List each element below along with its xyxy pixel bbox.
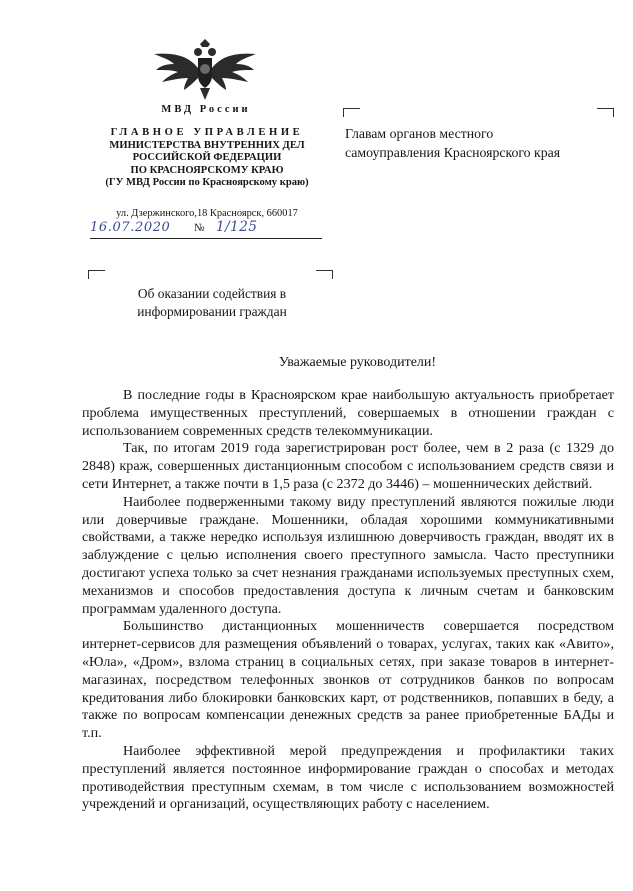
subject-bracket-left — [88, 270, 105, 279]
ministry-name: МВД России — [161, 104, 251, 115]
body-paragraph: Наиболее эффективной мерой предупреждения и профилактики таких преступлений является постоянное информирование граждан о способах и методах противодействия преступным схемам, в том числе с использованием возможностей учреждений и организаций, осуществляющих работу с населением. — [82, 742, 614, 813]
body-paragraph: Так, по итогам 2019 года зарегистрирован рост более, чем в 2 раза (с 1329 до 2848) краж, совершенных дистанционным способом с использованием средств связи и сети Интернет, а также почти в 1,5 раза (с 2372 до 3446) – мошеннических действий. — [82, 440, 614, 492]
registration-date: 16.07.2020 — [90, 220, 171, 235]
subject-line-2: информировании граждан — [137, 304, 287, 319]
registration-number: 1/125 — [216, 219, 258, 235]
body-paragraph: Большинство дистанционных мошенничеств совершается посредством интернет-сервисов для размещения объявлений о товарах, услугах, таких как «Авито», «Юла», «Дром», взлома страниц в социальных сетях, при заказе товаров в интернет-магазинах, посредством телефонных звонков от сотрудников банков по вопросам кредитования либо блокировки банковских карт, от родственников, попавших в беду, а также по вопросам компенсации денежных средств за ранее приобретенные БАДы и т.п. — [82, 618, 614, 742]
recipient-line-1: Главам органов местного — [345, 126, 494, 141]
body-paragraph: В последние годы в Красноярском крае наибольшую актуальность приобретает проблема имущественных преступлений, совершаемых в отношении граждан с использованием современных средств телекоммуникации. — [82, 387, 614, 439]
hq-line-3: РОССИЙСКОЙ ФЕДЕРАЦИИ — [132, 152, 282, 164]
headquarters-block — [84, 127, 330, 190]
body-paragraph: Наиболее подверженными такому виду преступлений являются пожилые люди или доверчивые граждане. Мошенники, обладая хорошими коммуникативными свойствами, а также нередко используя излишнюю доверчивость граждан, вводят их в заблуждение с целью исполнения своего преступного замысла. Часто преступники достигают успеха только за счет незнания гражданами используемых преступных схем, механизмов и способов предоставления доступа к личным счетам и банковским программам удаленного доступа. — [82, 493, 614, 617]
hq-line-1: ГЛАВНОЕ УПРАВЛЕНИЕ — [110, 127, 304, 138]
sender-address: ул. Дзержинского,18 Красноярск, 660017 — [116, 208, 298, 219]
registration-number-label: № — [194, 222, 205, 234]
hq-short-name: (ГУ МВД России по Красноярскому краю) — [105, 177, 309, 189]
recipient-bracket-left — [343, 108, 360, 117]
subject-line-1: Об оказании содействия в — [137, 286, 287, 301]
subject-bracket-right — [316, 270, 333, 279]
double-headed-eagle-emblem-icon — [150, 38, 260, 102]
hq-line-4: ПО КРАСНОЯРСКОМУ КРАЮ — [130, 164, 284, 176]
hq-line-2: МИНИСТЕРСТВА ВНУТРЕННИХ ДЕЛ — [109, 139, 305, 151]
registration-line — [90, 220, 322, 239]
subject-block — [112, 285, 312, 321]
recipient-bracket-right — [597, 108, 614, 117]
recipient-line-2: самоуправления Красноярского края — [345, 145, 561, 160]
letter-body — [82, 387, 614, 814]
salutation: Уважаемые руководители! — [278, 355, 437, 370]
recipient-block — [345, 124, 615, 162]
